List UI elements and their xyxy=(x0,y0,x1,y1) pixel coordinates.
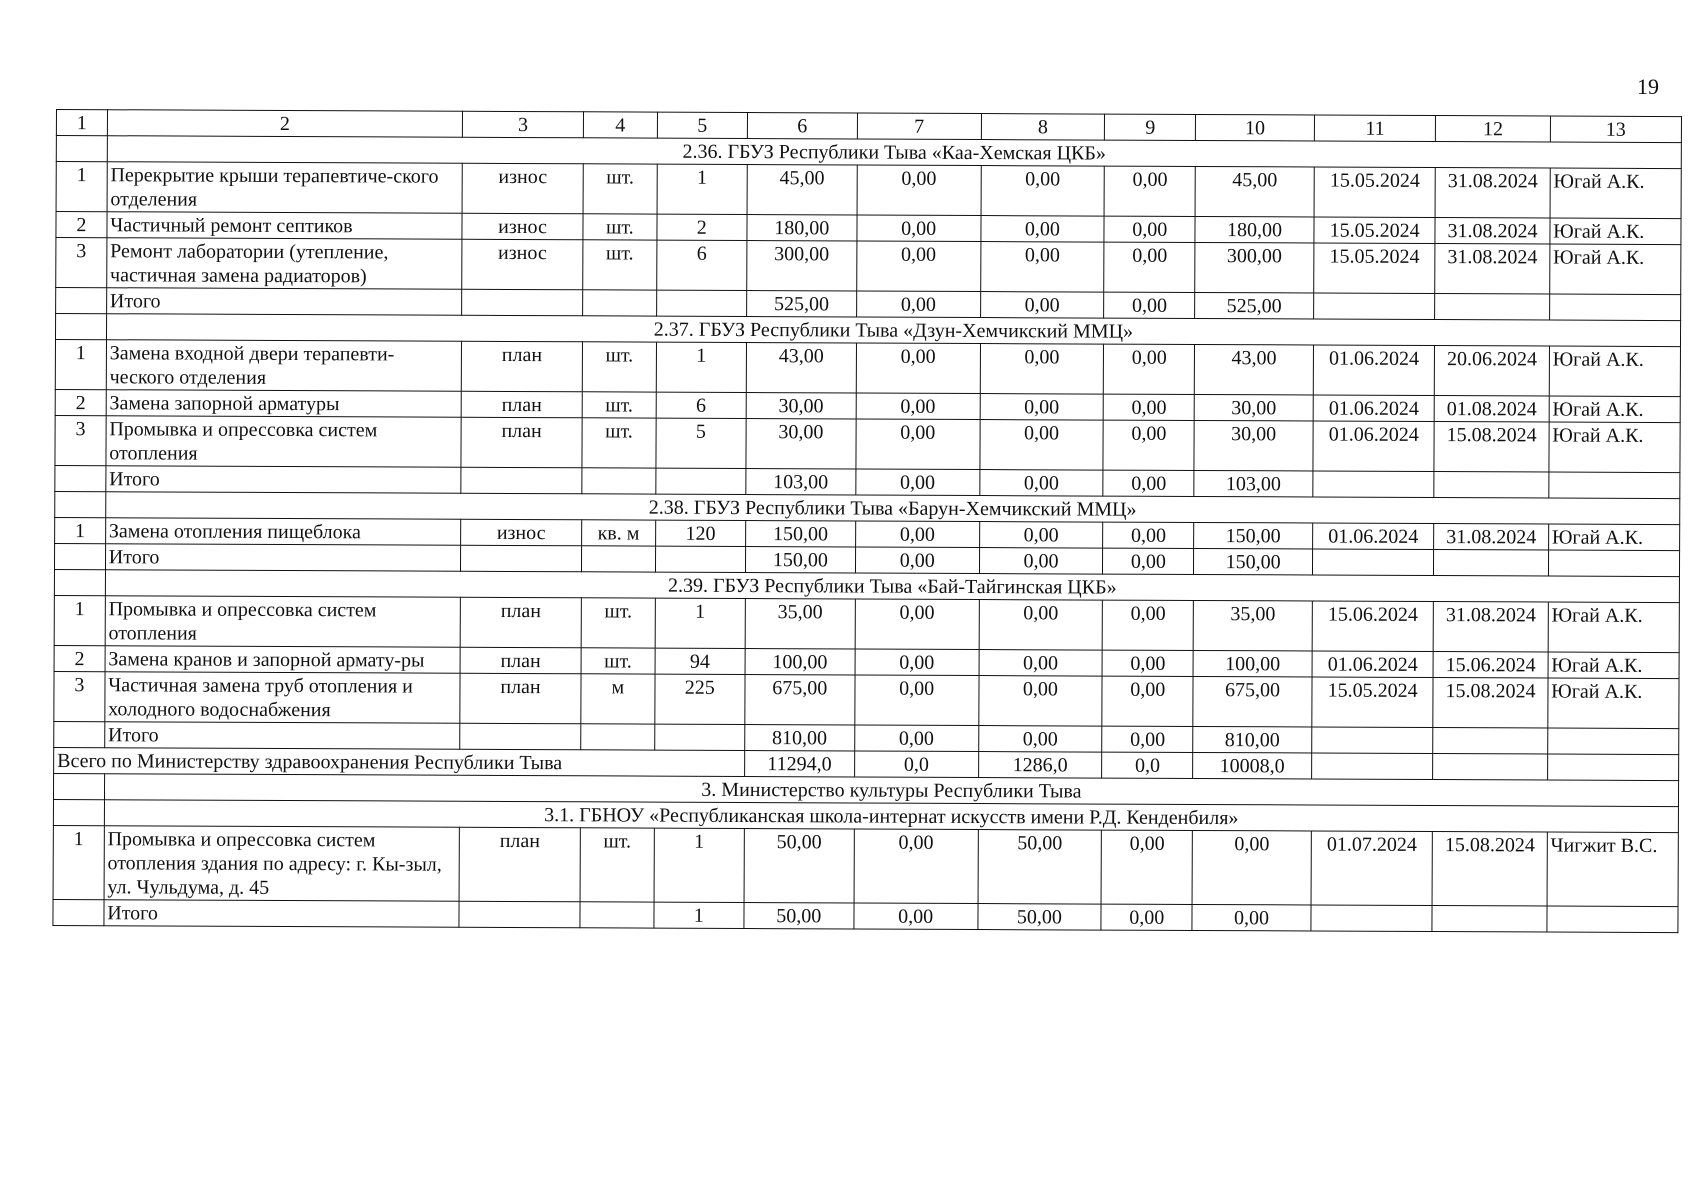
empty-cell xyxy=(1547,728,1678,755)
table-cell: Югай А.К. xyxy=(1549,422,1680,473)
table-cell: 180,00 xyxy=(1195,216,1314,243)
subtotal-value: 810,00 xyxy=(1193,726,1312,753)
subtotal-value: 0,00 xyxy=(1104,292,1195,318)
table-cell: 300,00 xyxy=(1195,242,1314,293)
table-cell: Югай А.К. xyxy=(1550,168,1681,219)
subtotal-label: Итого xyxy=(104,900,460,928)
empty-cell xyxy=(55,314,106,340)
table-cell: 31.08.2024 xyxy=(1436,168,1550,218)
subtotal-quantity xyxy=(655,724,745,750)
table-cell: 0,00 xyxy=(1192,830,1311,905)
table-cell: 30,00 xyxy=(746,419,856,469)
repair-plan-table xyxy=(52,109,1682,933)
table-cell: износ xyxy=(462,213,583,240)
table-cell: 15.05.2024 xyxy=(1314,217,1436,244)
table-cell: 31.08.2024 xyxy=(1434,602,1548,652)
table-cell: 5 xyxy=(656,418,746,468)
empty-cell xyxy=(461,545,582,572)
table-cell: Югай А.К. xyxy=(1550,218,1681,245)
table-cell: 6 xyxy=(656,392,746,418)
empty-cell xyxy=(461,467,582,494)
table-cell: 0,00 xyxy=(1103,522,1194,548)
subtotal-value: 0,00 xyxy=(979,548,1103,575)
table-cell: Частичный ремонт септиков xyxy=(107,212,463,240)
table-cell: шт. xyxy=(582,418,656,468)
subtotal-label: Итого xyxy=(105,544,461,572)
column-header: 1 xyxy=(56,110,107,136)
table-cell: 2 xyxy=(56,212,107,238)
table-cell: Югай А.К. xyxy=(1549,396,1680,423)
table-cell: 3 xyxy=(55,415,106,465)
table-cell: 15.06.2024 xyxy=(1312,601,1434,652)
table-body xyxy=(53,110,1682,933)
table-cell: 2 xyxy=(657,214,747,240)
table-cell: Югай А.К. xyxy=(1548,602,1679,653)
empty-cell xyxy=(462,289,583,316)
subtotal-value: 150,00 xyxy=(1194,548,1313,575)
empty-cell xyxy=(1311,753,1433,780)
subtotal-value: 0,00 xyxy=(855,547,979,574)
table-row xyxy=(53,825,1678,906)
table-cell: шт. xyxy=(580,828,654,902)
subtotal-value: 0,00 xyxy=(979,470,1103,497)
empty-cell xyxy=(581,724,655,750)
table-cell: 1 xyxy=(654,828,744,902)
subtotal-label: Итого xyxy=(104,722,460,750)
table-cell: 15.08.2024 xyxy=(1433,678,1547,728)
table-cell: 50,00 xyxy=(978,830,1102,905)
table-cell: 01.08.2024 xyxy=(1435,396,1549,422)
grand-total-value: 1286,0 xyxy=(978,752,1102,779)
table-cell: 0,00 xyxy=(855,649,979,676)
subtotal-value: 0,00 xyxy=(1102,726,1193,752)
document-sheet xyxy=(52,109,1682,933)
grand-total-value: 10008,0 xyxy=(1193,752,1312,779)
table-cell: 0,00 xyxy=(981,166,1105,217)
column-header: 3 xyxy=(463,111,584,138)
table-cell: 01.07.2024 xyxy=(1311,831,1433,906)
table-cell: шт. xyxy=(583,164,657,214)
table-cell: план xyxy=(461,417,582,468)
table-cell: износ xyxy=(462,239,583,290)
grand-total-value: 0,0 xyxy=(1102,752,1193,778)
table-cell: Югай А.К. xyxy=(1548,678,1679,729)
table-cell: 2 xyxy=(54,645,105,671)
section-title: 2.37. ГБУЗ Республики Тыва «Дзун-Хемчикский ММЦ» xyxy=(106,314,1680,347)
column-header: 5 xyxy=(657,112,747,138)
table-cell: Перекрытие крыши терапевтиче-ского отделения xyxy=(107,162,463,214)
table-cell: шт. xyxy=(582,342,656,392)
subtotal-quantity xyxy=(656,290,746,316)
table-cell: Замена запорной арматуры xyxy=(106,390,462,418)
subtotal-value: 50,00 xyxy=(978,904,1102,931)
table-cell: 01.06.2024 xyxy=(1312,651,1434,678)
page-number: 19 xyxy=(1637,74,1659,99)
empty-cell xyxy=(580,902,654,928)
table-cell: 0,00 xyxy=(981,216,1105,243)
subtotal-quantity xyxy=(655,546,745,572)
table-cell: 0,00 xyxy=(1102,650,1193,676)
table-cell: шт. xyxy=(583,240,657,290)
empty-cell xyxy=(1435,294,1549,320)
table-cell: 3 xyxy=(54,671,105,721)
section-title: 2.36. ГБУЗ Республики Тыва «Каа-Хемская ЦКБ» xyxy=(107,136,1681,169)
empty-cell xyxy=(1432,906,1546,932)
table-cell: 0,00 xyxy=(1101,830,1192,904)
table-cell: 0,00 xyxy=(857,165,981,216)
table-cell: износ xyxy=(462,163,583,214)
table-cell: Югай А.К. xyxy=(1549,346,1680,397)
table-row xyxy=(55,340,1680,397)
table-cell: 0,00 xyxy=(1103,420,1194,470)
grand-total-value: 11294,0 xyxy=(744,751,854,777)
empty-cell xyxy=(54,543,105,569)
table-cell: 43,00 xyxy=(746,343,856,393)
table-cell: 15.08.2024 xyxy=(1434,422,1548,472)
table-cell: 1 xyxy=(53,825,104,899)
subtotal-value: 0,00 xyxy=(980,292,1104,319)
table-cell: 15.05.2024 xyxy=(1314,167,1436,218)
table-cell: 01.06.2024 xyxy=(1312,523,1434,550)
subtotal-label: Итого xyxy=(106,288,462,316)
table-cell: 30,00 xyxy=(1194,420,1313,471)
table-cell: 1 xyxy=(656,342,746,392)
table-cell: 0,00 xyxy=(855,675,979,726)
table-cell: 45,00 xyxy=(747,165,857,215)
empty-cell xyxy=(1312,727,1434,754)
table-cell: 3 xyxy=(56,238,107,288)
table-cell: 15.06.2024 xyxy=(1434,652,1548,678)
table-cell: Югай А.К. xyxy=(1549,244,1680,295)
subtotal-value: 50,00 xyxy=(744,903,854,929)
empty-cell xyxy=(1548,550,1679,577)
column-header: 6 xyxy=(747,113,857,139)
table-cell: 0,00 xyxy=(1104,216,1195,242)
table-cell: 0,00 xyxy=(979,650,1103,677)
table-row xyxy=(56,238,1681,295)
empty-cell xyxy=(55,491,106,517)
table-row xyxy=(56,162,1681,219)
table-cell: Замена входной двери терапевти-ческого отделения xyxy=(106,340,462,392)
table-cell: 31.08.2024 xyxy=(1435,244,1549,294)
empty-cell xyxy=(1547,754,1678,781)
empty-cell xyxy=(55,465,106,491)
table-cell: 0,00 xyxy=(1104,394,1195,420)
table-cell: 0,00 xyxy=(979,600,1103,651)
table-cell: 0,00 xyxy=(856,393,980,420)
table-cell: 0,00 xyxy=(1104,344,1195,394)
empty-cell xyxy=(1549,294,1680,321)
table-cell: 0,00 xyxy=(979,522,1103,549)
table-cell: 0,00 xyxy=(855,521,979,548)
table-cell: 1 xyxy=(56,162,107,212)
table-cell: 6 xyxy=(657,240,747,290)
column-header: 11 xyxy=(1314,115,1436,142)
table-cell: 15.05.2024 xyxy=(1312,677,1434,728)
table-cell: 1 xyxy=(655,598,745,648)
subtotal-value: 810,00 xyxy=(745,725,855,751)
table-cell: Частичная замена труб отопления и холодного водоснабжения xyxy=(105,672,461,724)
table-cell: 150,00 xyxy=(745,521,855,547)
table-row xyxy=(55,415,1680,472)
table-cell: 43,00 xyxy=(1195,344,1314,395)
table-cell: 0,00 xyxy=(1104,242,1195,292)
empty-cell xyxy=(54,569,105,595)
subtotal-value: 0,00 xyxy=(1103,548,1194,574)
empty-cell xyxy=(1433,754,1547,780)
table-cell: 100,00 xyxy=(1193,650,1312,677)
table-cell: 1 xyxy=(657,164,747,214)
table-cell: 30,00 xyxy=(1194,394,1313,421)
table-cell: шт. xyxy=(581,598,655,648)
table-cell: 0,00 xyxy=(980,394,1104,421)
column-header: 7 xyxy=(857,113,981,140)
column-header: 9 xyxy=(1105,114,1196,140)
table-cell: Замена отопления пищеблока xyxy=(105,518,461,546)
subtotal-value: 0,00 xyxy=(856,291,980,318)
table-cell: план xyxy=(460,673,581,724)
table-cell: план xyxy=(462,341,583,392)
subtotal-value: 0,00 xyxy=(855,725,979,752)
subtotal-value: 0,00 xyxy=(854,903,978,930)
table-cell: 1 xyxy=(55,340,106,390)
table-cell: 0,00 xyxy=(980,420,1104,471)
table-cell: 1 xyxy=(54,595,105,645)
table-cell: 675,00 xyxy=(1193,676,1312,727)
table-cell: 15.08.2024 xyxy=(1433,832,1548,906)
table-cell: Замена кранов и запорной армату-ры xyxy=(105,646,461,674)
subtotal-value: 103,00 xyxy=(746,469,856,495)
table-cell: 0,00 xyxy=(856,343,980,394)
table-cell: Югай А.К. xyxy=(1548,652,1679,679)
table-cell: 0,00 xyxy=(978,676,1102,727)
empty-cell xyxy=(1433,728,1547,754)
table-cell: 2 xyxy=(55,389,106,415)
table-cell: 20.06.2024 xyxy=(1435,346,1549,396)
column-header: 8 xyxy=(981,114,1105,141)
table-cell: шт. xyxy=(581,648,655,674)
table-cell: 1 xyxy=(55,517,106,543)
table-cell: 100,00 xyxy=(745,649,855,675)
table-cell: 0,00 xyxy=(856,419,980,470)
subtotal-value: 0,00 xyxy=(1101,904,1192,930)
table-cell: 0,00 xyxy=(854,829,978,904)
empty-cell xyxy=(53,899,104,925)
table-cell: 0,00 xyxy=(857,215,981,242)
section-title: 2.39. ГБУЗ Республики Тыва «Бай-Тайгинская ЦКБ» xyxy=(105,570,1679,603)
table-cell: 150,00 xyxy=(1194,522,1313,549)
table-cell: 01.06.2024 xyxy=(1313,345,1435,396)
grand-total-value: 0,0 xyxy=(854,751,978,778)
table-cell: план xyxy=(459,827,580,902)
empty-cell xyxy=(1549,472,1680,499)
empty-cell xyxy=(582,290,656,316)
empty-cell xyxy=(1434,550,1548,576)
subtotal-value: 0,00 xyxy=(978,726,1102,753)
empty-cell xyxy=(1312,549,1434,576)
table-cell: Промывка и опрессовка систем отопления здания по адресу: г. Кы-зыл, ул. Чульдума, д. 45 xyxy=(104,826,460,902)
section-title: 2.38. ГБУЗ Республики Тыва «Барун-Хемчикский ММЦ» xyxy=(105,492,1679,525)
column-header: 4 xyxy=(583,112,657,138)
table-cell: 0,00 xyxy=(980,344,1104,395)
empty-cell xyxy=(53,799,104,825)
table-cell: 0,00 xyxy=(1103,600,1194,650)
subtotal-quantity: 1 xyxy=(654,902,744,928)
table-cell: м xyxy=(581,674,655,724)
column-header: 2 xyxy=(107,110,463,138)
table-cell: кв. м xyxy=(581,520,655,546)
empty-cell xyxy=(1313,293,1435,320)
table-cell: Ремонт лаборатории (утепление, частичная замена радиаторов) xyxy=(107,238,463,290)
subtotal-value: 525,00 xyxy=(1195,292,1314,319)
table-cell: план xyxy=(461,391,582,418)
section-title: 3. Министерство культуры Республики Тыва xyxy=(104,774,1678,807)
table-cell: 180,00 xyxy=(747,215,857,241)
table-cell: 35,00 xyxy=(1193,600,1312,651)
empty-cell xyxy=(1434,472,1548,498)
table-cell: 0,00 xyxy=(857,241,981,292)
empty-cell xyxy=(56,136,107,162)
table-cell: 30,00 xyxy=(746,393,856,419)
table-cell: 35,00 xyxy=(745,599,855,649)
subtotal-value: 0,00 xyxy=(856,469,980,496)
table-cell: шт. xyxy=(583,214,657,240)
table-cell: 225 xyxy=(655,674,745,724)
empty-cell xyxy=(1547,906,1678,933)
column-header: 10 xyxy=(1196,114,1315,141)
table-cell: 0,00 xyxy=(855,599,979,650)
empty-cell xyxy=(459,901,580,928)
table-cell: износ xyxy=(461,519,582,546)
empty-cell xyxy=(1311,905,1433,932)
empty-cell xyxy=(56,288,107,314)
table-cell: Чигжит В.С. xyxy=(1547,832,1679,907)
grand-total-label: Всего по Министерству здравоохранения Республики Тыва xyxy=(54,747,745,776)
subtotal-value: 525,00 xyxy=(746,291,856,317)
empty-cell xyxy=(582,468,656,494)
table-cell: 94 xyxy=(655,648,745,674)
table-cell: Промывка и опрессовка систем отопления xyxy=(105,596,461,648)
column-header: 13 xyxy=(1550,116,1681,143)
subtotal-value: 0,00 xyxy=(1103,470,1194,496)
empty-cell xyxy=(460,723,581,750)
table-cell: 120 xyxy=(655,520,745,546)
table-cell: 31.08.2024 xyxy=(1435,218,1549,244)
table-cell: план xyxy=(460,647,581,674)
table-cell: 0,00 xyxy=(1104,166,1195,216)
column-header: 12 xyxy=(1436,116,1550,142)
table-cell: 300,00 xyxy=(747,241,857,291)
table-cell: 0,00 xyxy=(980,242,1104,293)
empty-cell xyxy=(581,546,655,572)
table-cell: план xyxy=(460,597,581,648)
empty-cell xyxy=(53,773,104,799)
empty-cell xyxy=(54,721,105,747)
subtotal-value: 0,00 xyxy=(1192,904,1311,931)
table-cell: 15.05.2024 xyxy=(1314,243,1436,294)
table-cell: 0,00 xyxy=(1102,676,1193,726)
table-cell: 31.08.2024 xyxy=(1434,524,1548,550)
subtotal-value: 103,00 xyxy=(1194,470,1313,497)
table-cell: 50,00 xyxy=(744,829,854,903)
table-cell: 01.06.2024 xyxy=(1313,421,1435,472)
subtotal-value: 150,00 xyxy=(745,547,855,573)
table-cell: 01.06.2024 xyxy=(1313,395,1435,422)
subtotal-label: Итого xyxy=(106,466,462,494)
empty-cell xyxy=(1313,471,1435,498)
table-cell: Промывка и опрессовка систем отопления xyxy=(106,416,462,468)
table-cell: 45,00 xyxy=(1195,166,1314,217)
section-title: 3.1. ГБНОУ «Республиканская школа-интернат искусств имени Р.Д. Кенденбиля» xyxy=(104,800,1678,833)
table-row xyxy=(54,671,1679,728)
table-cell: шт. xyxy=(582,392,656,418)
table-cell: 675,00 xyxy=(745,675,855,725)
subtotal-quantity xyxy=(656,468,746,494)
table-row xyxy=(54,595,1679,652)
table-cell: Югай А.К. xyxy=(1548,524,1679,551)
